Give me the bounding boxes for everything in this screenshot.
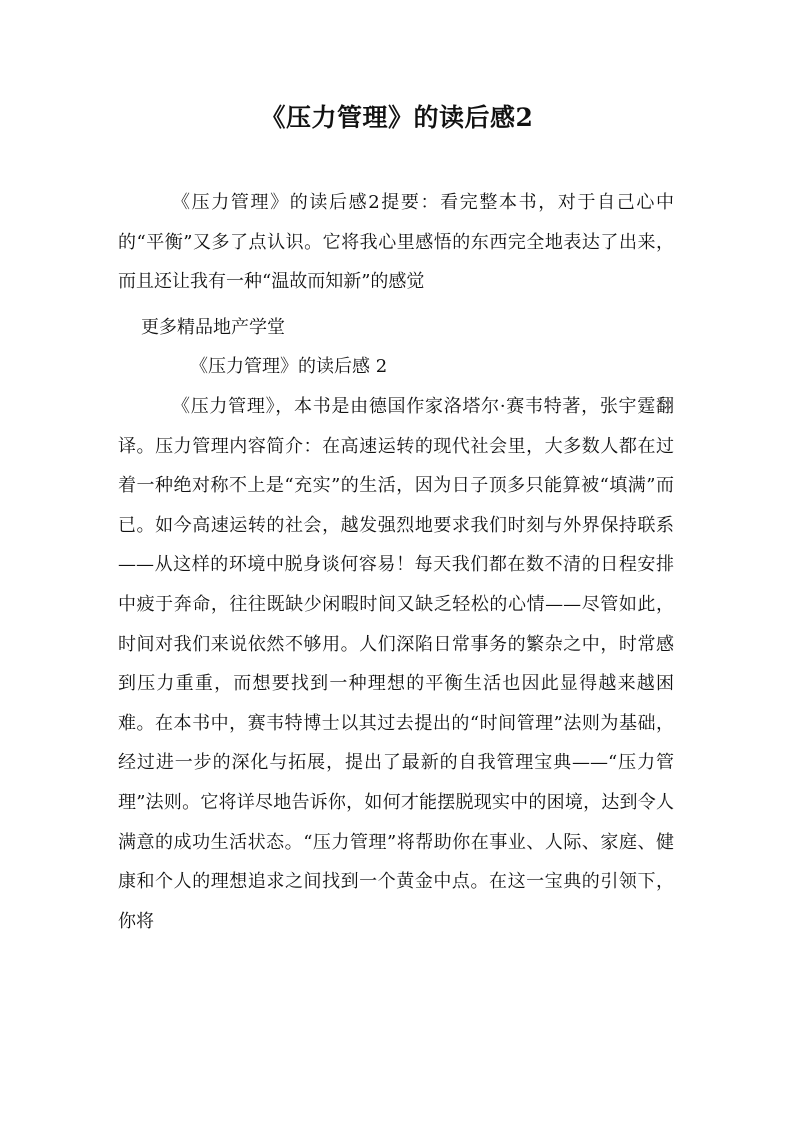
document-title: 《压力管理》的读后感2	[260, 103, 534, 132]
summary-paragraph: 《压力管理》的读后感2提要：看完整本书，对于自己心中的“平衡”又多了点认识。它将我心里感悟的东西完全地表达了出来，而且还让我有一种“温故而知新”的感觉	[118, 192, 674, 293]
section-subtitle: 《压力管理》的读后感 2	[190, 356, 388, 377]
body-paragraph: 《压力管理》，本书是由德国作家洛塔尔·赛韦特著，张宇霆翻译。压力管理内容简介：在高速运转的现代社会里，大多数人都在过着一种绝对称不上是“充实”的生活，因为日子顶多只能算被“填满”而已。如今高速运转的社会，越发强烈地要求我们时刻与外界保持联系——从这样的环境中脱身谈何容易！每天我们都在数不清的日程安排中疲于奔命，往往既缺少闲暇时间又缺乏轻松的心情——尽管如此，时间对我们来说依然不够用。人们深陷日常事务的繁杂之中，时常感到压力重重，而想要找到一种理想的平衡生活也因此显得越来越困难。在本书中，赛韦特博士以其过去提出的“时间管理”法则为基础，经过进一步的深化与拓展，提出了最新的自我管理宝典——“压力管理”法则。它将详尽地告诉你，如何才能摆脱现实中的困境，达到令人满意的成功生活状态。“压力管理”将帮助你在事业、人际、家庭、健康和个人的理想追求之间找到一个黄金中点。在这一宝典的引领下，你将	[118, 396, 674, 932]
more-content-link[interactable]: 更多精品地产学堂	[141, 317, 285, 338]
